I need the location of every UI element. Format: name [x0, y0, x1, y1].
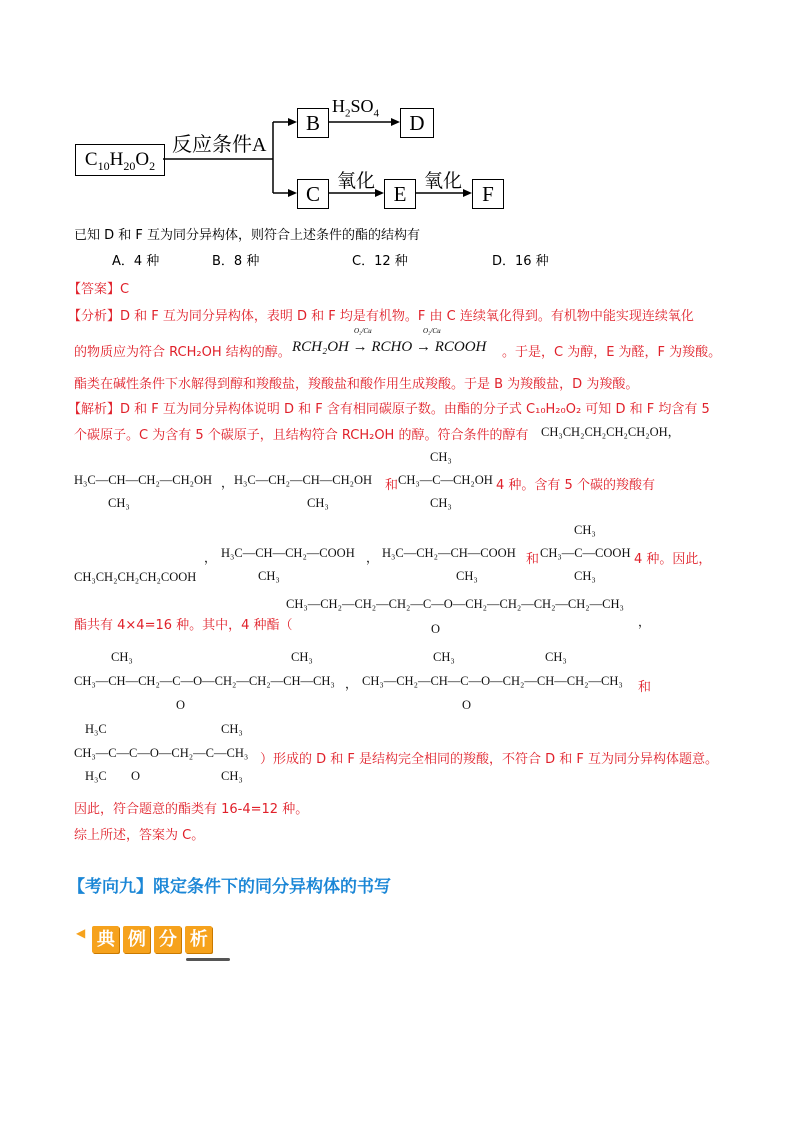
ester-2-top2: CH₃ [291, 650, 313, 664]
ester-4-ch3-bottom: CH₃ [221, 769, 243, 783]
acid-4: CH₃—C—COOH [540, 546, 631, 560]
solution-line1: 【解析】D 和 F 互为同分异构体说明 D 和 F 含有相同碳原子数。由酯的分子式 C₁₀H₂₀O₂ 可知 D 和 F 均含有 5 [68, 402, 710, 417]
ester-4-h3c-top: H₃C [85, 722, 107, 736]
acid-4-bottom: CH₃ [574, 569, 596, 583]
analysis-line1: 【分析】D 和 F 互为同分异构体，表明 D 和 F 均是有机物。F 由 C 连续氧化得到。有机物中能实现连续氧化 [68, 309, 694, 324]
acid-4-top: CH₃ [574, 523, 596, 537]
comma-4: ， [638, 615, 651, 629]
ester-4: CH₃—C—C—O—CH₂—C—CH₃ [74, 746, 249, 760]
option-c: C．12 种 [352, 254, 408, 269]
box-f: F [472, 179, 504, 209]
alcohol-3-ch3: CH₃ [307, 496, 329, 510]
ester-tail: ）形成的 D 和 F 是结构完全相同的羧酸，不符合 D 和 F 互为同分异构体题意。 [260, 752, 719, 767]
section-heading: 【考向九】限定条件下的同分异构体的书写 [68, 877, 391, 897]
ester-2-top: CH₃ [111, 650, 133, 664]
alcohol-1: CH₃CH₂CH₂CH₂CH₂OH， [541, 425, 681, 439]
alcohol-4-bottom: CH₃ [430, 496, 452, 510]
ester-3-top2: CH₃ [545, 650, 567, 664]
acid-3: H₃C—CH₂—CH—COOH [382, 546, 516, 560]
o2cu-label-1: O₂/Cu [354, 327, 372, 335]
alcohol-4-top: CH₃ [430, 450, 452, 464]
box-e: E [384, 179, 416, 209]
ester-intro: 酯共有 4×4=16 种。其中，4 种酯（ [74, 618, 293, 633]
ester-4-o: O [131, 769, 141, 783]
box-c: C [297, 179, 329, 209]
label-ox1: 氧化 [337, 171, 376, 192]
option-d: D．16 种 [492, 254, 549, 269]
and-2: 和 [526, 552, 540, 567]
label-h2so4: $H_2SO_4$ [332, 96, 380, 120]
acid-3-ch3: CH₃ [456, 569, 478, 583]
alcohol-tail: 4 种。含有 5 个碳的羧酸有 [496, 478, 655, 493]
comma-1: ， [221, 476, 234, 490]
and-3: 和 [638, 680, 652, 695]
solution-line2: 个碳原子。C 为含有 5 个碳原子，且结构符合 RCH₂OH 的醇。符合条件的醇有 [74, 428, 529, 443]
logo-underline [186, 958, 230, 961]
ester-1-o: O [431, 622, 441, 636]
ester-4-h3c-bottom: H₃C [85, 769, 107, 783]
alcohol-2: H₃C—CH—CH₂—CH₂OH [74, 473, 213, 487]
box-start: $C_{10}H_{20}O_2$ [75, 144, 165, 176]
analysis-chem-oxidation: RCH₂OH → RCHO → RCOOH [292, 339, 487, 355]
ester-2: CH₃—CH—CH₂—C—O—CH₂—CH₂—CH—CH₃ [74, 674, 335, 688]
comma-2: ， [204, 551, 217, 565]
logo-char-3: 分 [154, 926, 181, 953]
ester-2-o: O [176, 698, 186, 712]
ester-4-ch3-top: CH₃ [221, 722, 243, 736]
logo-char-1: 典 [92, 926, 119, 953]
ester-3-o: O [462, 698, 472, 712]
acid-2-ch3: CH₃ [258, 569, 280, 583]
ester-3-top: CH₃ [433, 650, 455, 664]
and-1: 和 [385, 478, 399, 493]
question-text: 已知 D 和 F 互为同分异构体，则符合上述条件的酯的结构有 [74, 228, 421, 243]
final-line1: 因此，符合题意的酯类有 16-4=12 种。 [74, 802, 309, 817]
option-b: B．8 种 [212, 254, 260, 269]
acid-tail: 4 种。因此， [634, 552, 712, 567]
option-a: A．4 种 [112, 254, 160, 269]
answer-line: 【答案】C [68, 282, 130, 297]
acid-2: H₃C—CH—CH₂—COOH [221, 546, 355, 560]
box-d: D [400, 108, 434, 138]
label-ox2: 氧化 [424, 171, 463, 192]
box-b: B [297, 108, 329, 138]
ester-1: CH₃—CH₂—CH₂—CH₂—C—O—CH₂—CH₂—CH₂—CH₂—CH₃ [286, 597, 624, 611]
o2cu-label-2: O₂/Cu [423, 327, 441, 335]
logo-char-4: 析 [185, 926, 212, 953]
comma-5: ， [345, 677, 358, 691]
alcohol-2-ch3: CH₃ [108, 496, 130, 510]
ester-3: CH₃—CH₂—CH—C—O—CH₂—CH—CH₂—CH₃ [362, 674, 623, 688]
logo-char-2: 例 [123, 926, 150, 953]
comma-3: ， [366, 551, 379, 565]
final-line2: 综上所述，答案为 C。 [74, 828, 205, 843]
scheme-condition: 反应条件A [172, 134, 267, 156]
alcohol-4: CH₃—C—CH₂OH [398, 473, 493, 487]
example-analysis-logo [76, 926, 216, 953]
alcohol-3: H₃C—CH₂—CH—CH₂OH [234, 473, 373, 487]
analysis-line2b: 。于是，C 为醇，E 为醛，F 为羧酸。 [502, 345, 722, 360]
speaker-icon: ◀ [76, 926, 86, 940]
analysis-line3: 酯类在碱性条件下水解得到醇和羧酸盐，羧酸盐和酸作用生成羧酸。于是 B 为羧酸盐，D 为羧酸。 [74, 377, 639, 392]
analysis-line2a: 的物质应为符合 RCH₂OH 结构的醇。 [74, 345, 291, 360]
acid-1: CH₃CH₂CH₂CH₂COOH [74, 570, 197, 584]
